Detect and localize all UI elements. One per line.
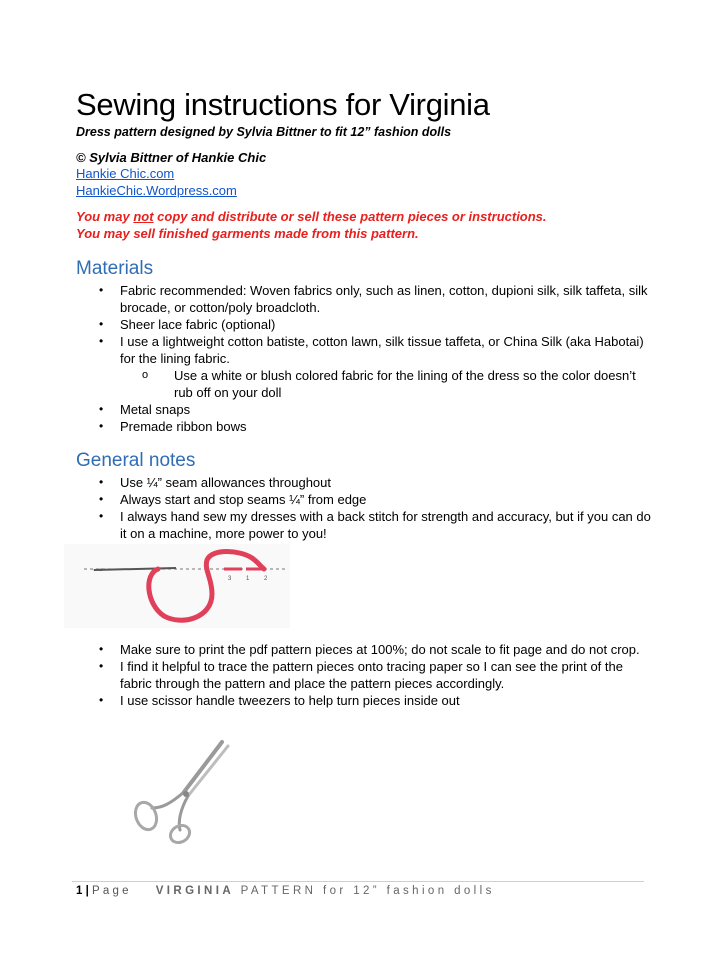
document-subtitle: Dress pattern designed by Sylvia Bittner to fit 12” fashion dolls — [76, 125, 452, 139]
list-item — [76, 418, 656, 435]
footer-doc-bold: VIRGINIA — [155, 885, 235, 897]
page-footer — [76, 885, 495, 897]
materials-list — [76, 282, 656, 435]
general-notes-list-2 — [76, 641, 656, 709]
footer-document-title — [156, 885, 495, 897]
page-word: Page — [92, 885, 132, 897]
list-item — [76, 401, 656, 418]
list-item-text: Fabric recommended: Woven fabrics only, such as linen, cotton, dupioni silk, silk taffeta, silk brocade, or cotton/poly broadcloth. — [120, 283, 648, 315]
footer-doc-rest: PATTERN for 12” fashion dolls — [234, 885, 495, 897]
warning-emphasis: not — [133, 209, 154, 224]
list-item-text: Make sure to print the pdf pattern pieces at 100%; do not scale to fit page and do not crop. — [120, 642, 640, 657]
list-item — [76, 641, 656, 658]
general-notes-list — [76, 474, 656, 542]
warning-text: copy and distribute or sell these pattern pieces or instructions. — [153, 209, 547, 224]
copyright-line: © Sylvia Bittner of Hankie Chic — [76, 150, 267, 165]
list-item-text: I use a lightweight cotton batiste, cotton lawn, silk tissue taffeta, or China Silk (aka Habotai) for the lining fabric. — [120, 334, 644, 366]
list-item-text: Use ¼” seam allowances throughout — [120, 475, 332, 490]
materials-sublist — [120, 367, 656, 401]
hankie-chic-link[interactable]: Hankie Chic.com — [76, 166, 175, 181]
warning-line-2: You may sell finished garments made from this pattern. — [76, 226, 419, 241]
sub-list-item-text: Use a white or blush colored fabric for the lining of the dress so the color doesn’t rub off on your doll — [174, 368, 636, 400]
stitch-label: 1 — [246, 576, 250, 582]
back-stitch-illustration — [64, 544, 290, 628]
stitch-label: 2 — [264, 576, 268, 582]
list-item-text: I find it helpful to trace the pattern pieces onto tracing paper so I can see the print of the fabric through the pattern and place the pattern pieces accordingly. — [120, 659, 623, 691]
general-notes-heading: General notes — [76, 450, 196, 471]
list-item-text: Premade ribbon bows — [120, 419, 247, 434]
list-item — [76, 508, 656, 542]
list-item — [76, 282, 656, 316]
list-item — [76, 692, 656, 709]
list-item — [76, 333, 656, 401]
footer-separator: | — [85, 885, 89, 897]
wordpress-link[interactable]: HankieChic.Wordpress.com — [76, 183, 237, 198]
list-item — [76, 474, 656, 491]
footer-divider — [72, 881, 644, 882]
page-number: 1 — [76, 885, 83, 897]
list-item — [76, 316, 656, 333]
warning-line-1 — [76, 209, 547, 224]
sub-list-item — [120, 367, 656, 401]
list-item — [76, 658, 656, 692]
list-item-text: I always hand sew my dresses with a back stitch for strength and accuracy, but if you can do it on a machine, more power to you! — [120, 509, 651, 541]
list-item-text: Sheer lace fabric (optional) — [120, 317, 276, 332]
stitch-label: 3 — [228, 576, 232, 582]
list-item-text: Always start and stop seams ¼” from edge — [120, 492, 367, 507]
document-title: Sewing instructions for Virginia — [76, 87, 490, 122]
scissor-tweezers-illustration — [122, 734, 242, 846]
materials-heading: Materials — [76, 258, 154, 279]
list-item — [76, 491, 656, 508]
warning-text: You may — [76, 209, 134, 224]
list-item-text: Metal snaps — [120, 402, 191, 417]
list-item-text: I use scissor handle tweezers to help turn pieces inside out — [120, 693, 460, 708]
